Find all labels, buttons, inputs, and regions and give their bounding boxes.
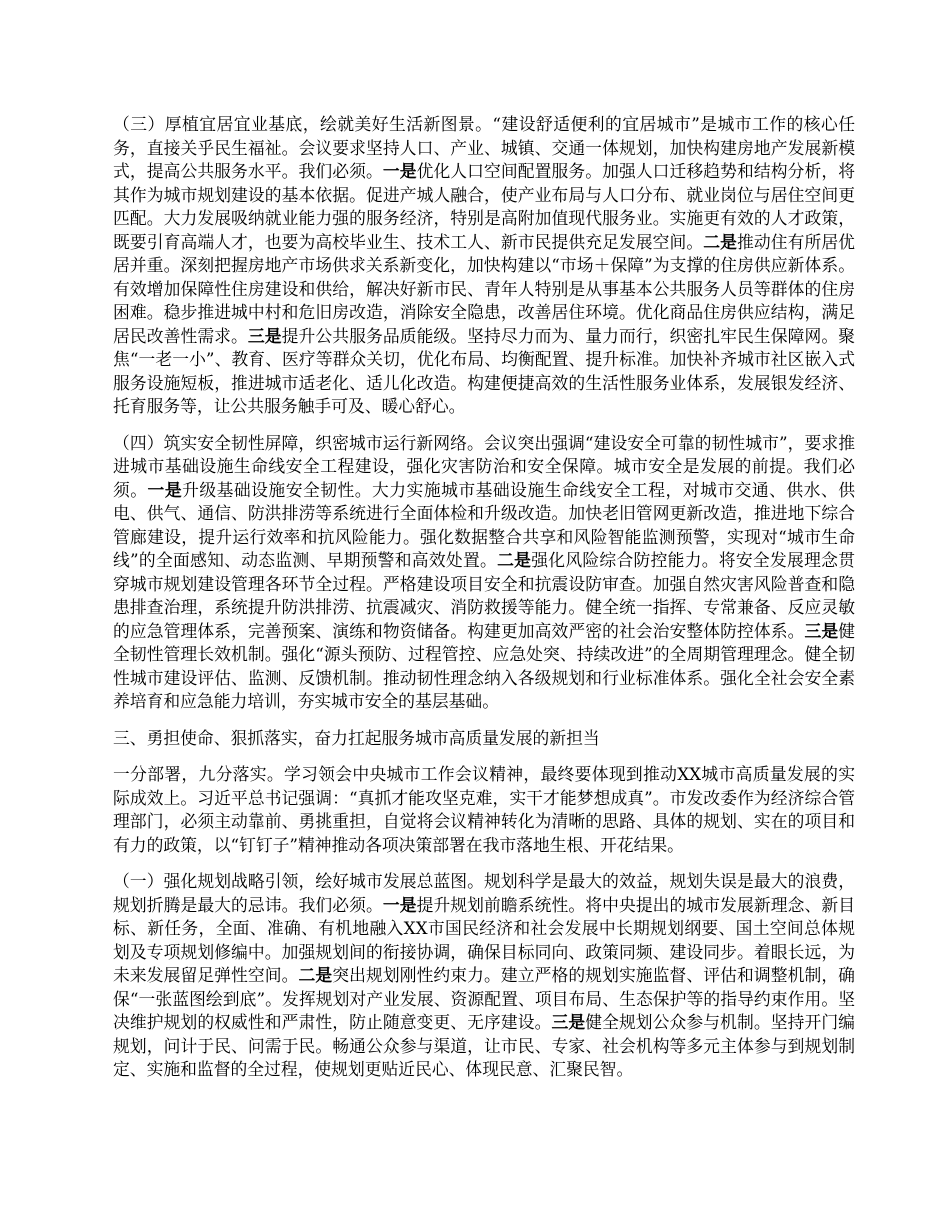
body-paragraph	[113, 432, 855, 714]
body-paragraph	[113, 763, 855, 857]
paragraph-text: （四）筑实安全韧性屏障，织密城市运行新网络。会议突出强调“建设安全可靠的韧性城市”，要求推进城市基础设施生命线安全工程建设，强化灾害防治和安全保障。城市安全是发展的前提。我们必须。	[113, 432, 855, 500]
emphasis-label: 一是	[147, 479, 183, 500]
emphasis-label: 三是	[551, 1012, 586, 1032]
paragraph-text: 一分部署，九分落实。学习领会中央城市工作会议精神，最终要体现到推动XX城市高质量发展的实际成效上。习近平总书记强调：“真抓才能攻坚克难，实干才能梦想成真”。市发改委作为经济综合管理部门，必须主动靠前、勇挑重担，自觉将会议精神转化为清晰的思路、具体的规划、实在的项目和有力的政策，以“钉钉子”精神推动各项决策部署在我市落地生根、开花结果。	[113, 764, 855, 855]
emphasis-label: 二是	[497, 550, 532, 570]
paragraph-text: 强化风险综合防控能力。将安全发展理念贯穿城市规划建设管理各环节全过程。严格建设项目安全和抗震设防审查。加强自然灾害风险普查和隐患排查治理，系统提升防洪排涝、抗震减灾、消防救援等能力。健全统一指挥、专常兼备、反应灵敏的应急管理体系，完善预案、演练和物资储备。构建更加高效严密的社会治安整体防控体系。	[113, 550, 855, 641]
paragraph-text: 优化人口空间配置服务。加强人口迁移趋势和结构分析，将其作为城市规划建设的基本依据。促进产城人融合，使产业布局与人口分布、就业岗位与居住空间更匹配。大力发展吸纳就业能力强的服务经济，特别是高附加值现代服务业。实施更有效的人才政策，既要引育高端人才，也要为高校毕业生、技术工人、新市民提供充足发展空间。	[113, 161, 855, 252]
paragraph-text: 三、勇担使命、狠抓落实，奋力扛起服务城市高质量发展的新担当	[113, 727, 600, 748]
paragraph-text: 升级基础设施安全韧性。大力实施城市基础设施生命线安全工程，对城市交通、供水、供电、供气、通信、防洪排涝等系统进行全面体检和升级改造。加快老旧管网更新改造，推进地下综合管廊建设，提升运行效率和抗风险能力。强化数据整合共享和风险智能监测预警，实现对“城市生命线”的全面感知、动态监测、早期预警和高效处置。	[113, 479, 855, 570]
paragraph-text: 突出规划刚性约束力。建立严格的规划实施监督、评估和调整机制，确保“一张蓝图绘到底”。发挥规划对产业发展、资源配置、项目布局、生态保护等的指导约束作用。坚决维护规划的权威性和严肃性，防止随意变更、无序建设。	[113, 965, 855, 1032]
paragraph-text: 提升公共服务品质能级。坚持尽力而为、量力而行，织密扎牢民生保障网。聚焦“一老一小”、教育、医疗等群众关切，优化布局、均衡配置、提升标准。加快补齐城市社区嵌入式服务设施短板，推进城市适老化、适儿化改造。构建便捷高效的生活性服务业体系，发展银发经济、托育服务等，让公共服务触手可及、暖心舒心。	[113, 325, 855, 416]
document-body	[113, 113, 855, 1082]
paragraph-text: 推动住有所居优居并重。深刻把握房地产市场供求关系新变化，加快构建以“市场＋保障”为支撑的住房供应新体系。有效增加保障性住房建设和供给，解决好新市民、青年人特别是从事基本公共服务人员等群体的住房困难。稳步推进城中村和危旧房改造，消除安全隐患，改善居住环境。优化商品住房供应结构，满足居民改善性需求。	[113, 231, 855, 346]
paragraph-text: （一）强化规划战略引领，绘好城市发展总蓝图。规划科学是最大的效益，规划失误是最大的浪费，规划折腾是最大的忌讳。我们必须。	[113, 871, 855, 915]
body-paragraph	[113, 870, 855, 1082]
emphasis-label: 三是	[804, 620, 839, 641]
emphasis-label: 二是	[298, 965, 333, 985]
emphasis-label: 一是	[382, 161, 417, 181]
paragraph-text: （三）厚植宜居宜业基底，绘就美好生活新图景。“建设舒适便利的宜居城市”是城市工作的核心任务，直接关乎民生福祉。会议要求坚持人口、产业、城镇、交通一体规划，加快构建房地产发展新模式，提高公共服务水平。我们必须。	[113, 114, 855, 181]
paragraph-text: 健全韧性管理长效机制。强化“源头预防、过程管控、应急处突、持续改进”的全周期管理理念。健全韧性城市建设评估、监测、反馈机制。推动韧性理念纳入各级规划和行业标准体系。强化全社会安全素养培育和应急能力培训，夯实城市安全的基层基础。	[113, 620, 855, 711]
emphasis-label: 三是	[247, 325, 282, 346]
emphasis-label: 一是	[382, 894, 417, 915]
emphasis-label: 二是	[703, 231, 737, 252]
paragraph-text: 提升规划前瞻系统性。将中央提出的城市发展新理念、新目标、新任务，全面、准确、有机地融入XX市国民经济和社会发展中长期规划纲要、国土空间总体规划及专项规划修编中。加强规划间的衔接协调，确保目标同向、政策同频、建设同步。着眼长远，为未来发展留足弹性空间。	[113, 894, 855, 985]
section-heading	[113, 727, 855, 751]
body-paragraph	[113, 113, 855, 419]
paragraph-text: 健全规划公众参与机制。坚持开门编规划，问计于民、问需于民。畅通公众参与渠道，让市民、专家、社会机构等多元主体参与到规划制定、实施和监督的全过程，使规划更贴近民心、体现民意、汇聚民智。	[113, 1012, 855, 1079]
